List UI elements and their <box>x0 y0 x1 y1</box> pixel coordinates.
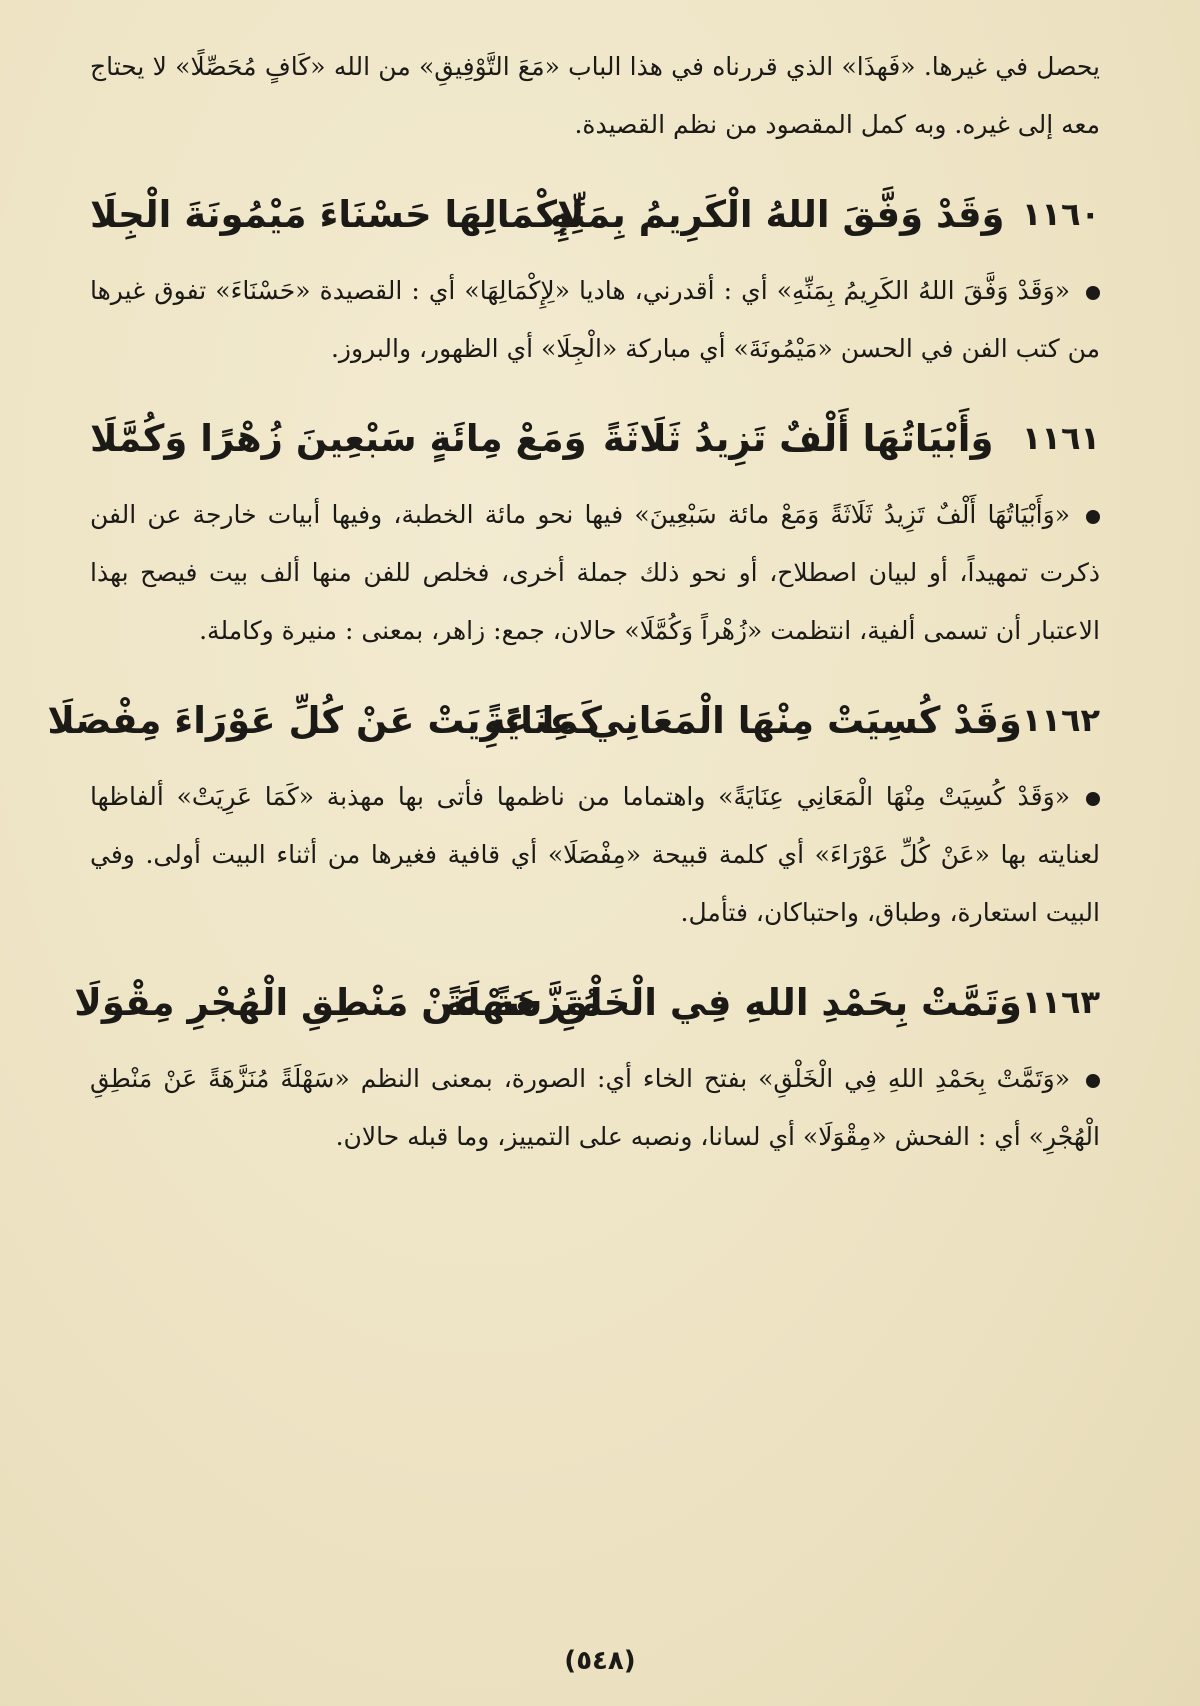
bullet-icon <box>1086 510 1100 524</box>
bullet-icon <box>1086 792 1100 806</box>
verse-number: ١١٦١ <box>1021 419 1100 457</box>
verse-number: ١١٦٣ <box>1021 983 1100 1021</box>
verse-second-hemistich: كَمَا عَرِيَتْ عَنْ كُلِّ عَوْرَاءَ مِفْصَلَا <box>47 698 602 742</box>
document-page <box>47 38 1100 1638</box>
verse-1160 <box>90 172 1100 256</box>
page-number: (٥٤٨) <box>564 1646 636 1676</box>
verse-first-hemistich: وَتَمَّتْ بِحَمْدِ اللهِ فِي الْخَلْقِ سَهْلَةً <box>444 980 1022 1024</box>
commentary-paragraph <box>90 768 1100 942</box>
verse-1162 <box>47 678 1100 762</box>
commentary-text: «وَقَدْ وَفَّقَ اللهُ الكَرِيمُ بِمَنِّهِ» أي : أقدرني، هاديا «لِإِكْمَالِهَا» أي : القصيدة «حَسْنَاءَ» تفوق غيرها من كتب الفن في الحسن «مَيْمُونَةَ» أي مباركة «الْجِلَا» أي الظهور، والبروز. <box>90 276 1100 363</box>
intro-paragraph: يحصل في غيرها. «فَهذَا» الذي قررناه في هذا الباب «مَعَ التَّوْفِيقِ» من الله «كَافٍ مُحَصِّلًا» لا يحتاج معه إلى غيره. وبه كمل المقصود من نظم القصيدة. <box>90 52 1100 139</box>
commentary-paragraph <box>90 1050 1100 1166</box>
commentary-text: «وَتَمَّتْ بِحَمْدِ اللهِ فِي الْخَلْقِ» بفتح الخاء أي: الصورة، بمعنى النظم «سَهْلَةً مُنَزَّهَةً عَنْ مَنْطِقِ الْهُجْرِ» أي : الفحش «مِقْوَلَا» أي لسانا، ونصبه على التمييز، وما قبله حالان. <box>90 1064 1100 1151</box>
verse-number: ١١٦٠ <box>1021 195 1100 233</box>
verse-first-hemistich: وَأَبْيَاتُهَا أَلْفٌ تَزِيدُ ثَلَاثَةً <box>602 416 994 460</box>
commentary-paragraph <box>90 486 1100 660</box>
verse-second-hemistich: مُنَزَّهَةً عَنْ مَنْطِقِ الْهُجْرِ مِقْوَلَا <box>74 980 602 1024</box>
verse-1161 <box>90 396 1100 480</box>
verse-first-hemistich: وَقَدْ وَفَّقَ اللهُ الْكَرِيمُ بِمَنِّهِ <box>549 192 1005 236</box>
commentary-paragraph <box>90 262 1100 378</box>
bullet-icon <box>1086 286 1100 300</box>
verse-1163 <box>74 960 1100 1044</box>
commentary-text: «وَأَبْيَاتُهَا أَلْفٌ تَزِيدُ ثَلَاثَةً وَمَعْ مائة سَبْعِينَ» فيها نحو مائة الخطبة، وفيها أبيات خارجة عن الفن ذكرت تمهيداً، أو لبيان اصطلاح، أو نحو ذلك جملة أخرى، فخلص للفن منها ألف بيت فيصح بهذا الاعتبار أن تسمى ألفية، انتظمت «زُهْراً وَكُمَّلَا» حالان، جمع: زاهر، بمعنى : منيرة وكاملة. <box>90 500 1100 645</box>
verse-first-hemistich: وَقَدْ كُسِيَتْ مِنْهَا الْمَعَانِي عِنَايَةً <box>483 698 1022 742</box>
verse-second-hemistich: لِإِكْمَالِهَا حَسْنَاءَ مَيْمُونَةَ الْجِلَا <box>90 192 585 236</box>
bullet-icon <box>1086 1074 1100 1088</box>
verse-second-hemistich: وَمَعْ مِائَةٍ سَبْعِينَ زُهْرًا وَكُمَّلَا <box>90 416 587 460</box>
commentary-text: «وَقَدْ كُسِيَتْ مِنْهَا الْمَعَانِي عِنَايَةً» واهتماما من ناظمها فأتى بها مهذبة «كَمَا عَرِيَتْ» ألفاظها لعنايته بها «عَنْ كُلِّ عَوْرَاءَ» أي كلمة قبيحة «مِفْصَلَا» أي قافية فغيرها من أثناء البيت أولى. وفي البيت استعارة، وطباق، واحتباكان، فتأمل. <box>90 782 1100 927</box>
verse-number: ١١٦٢ <box>1021 701 1100 739</box>
